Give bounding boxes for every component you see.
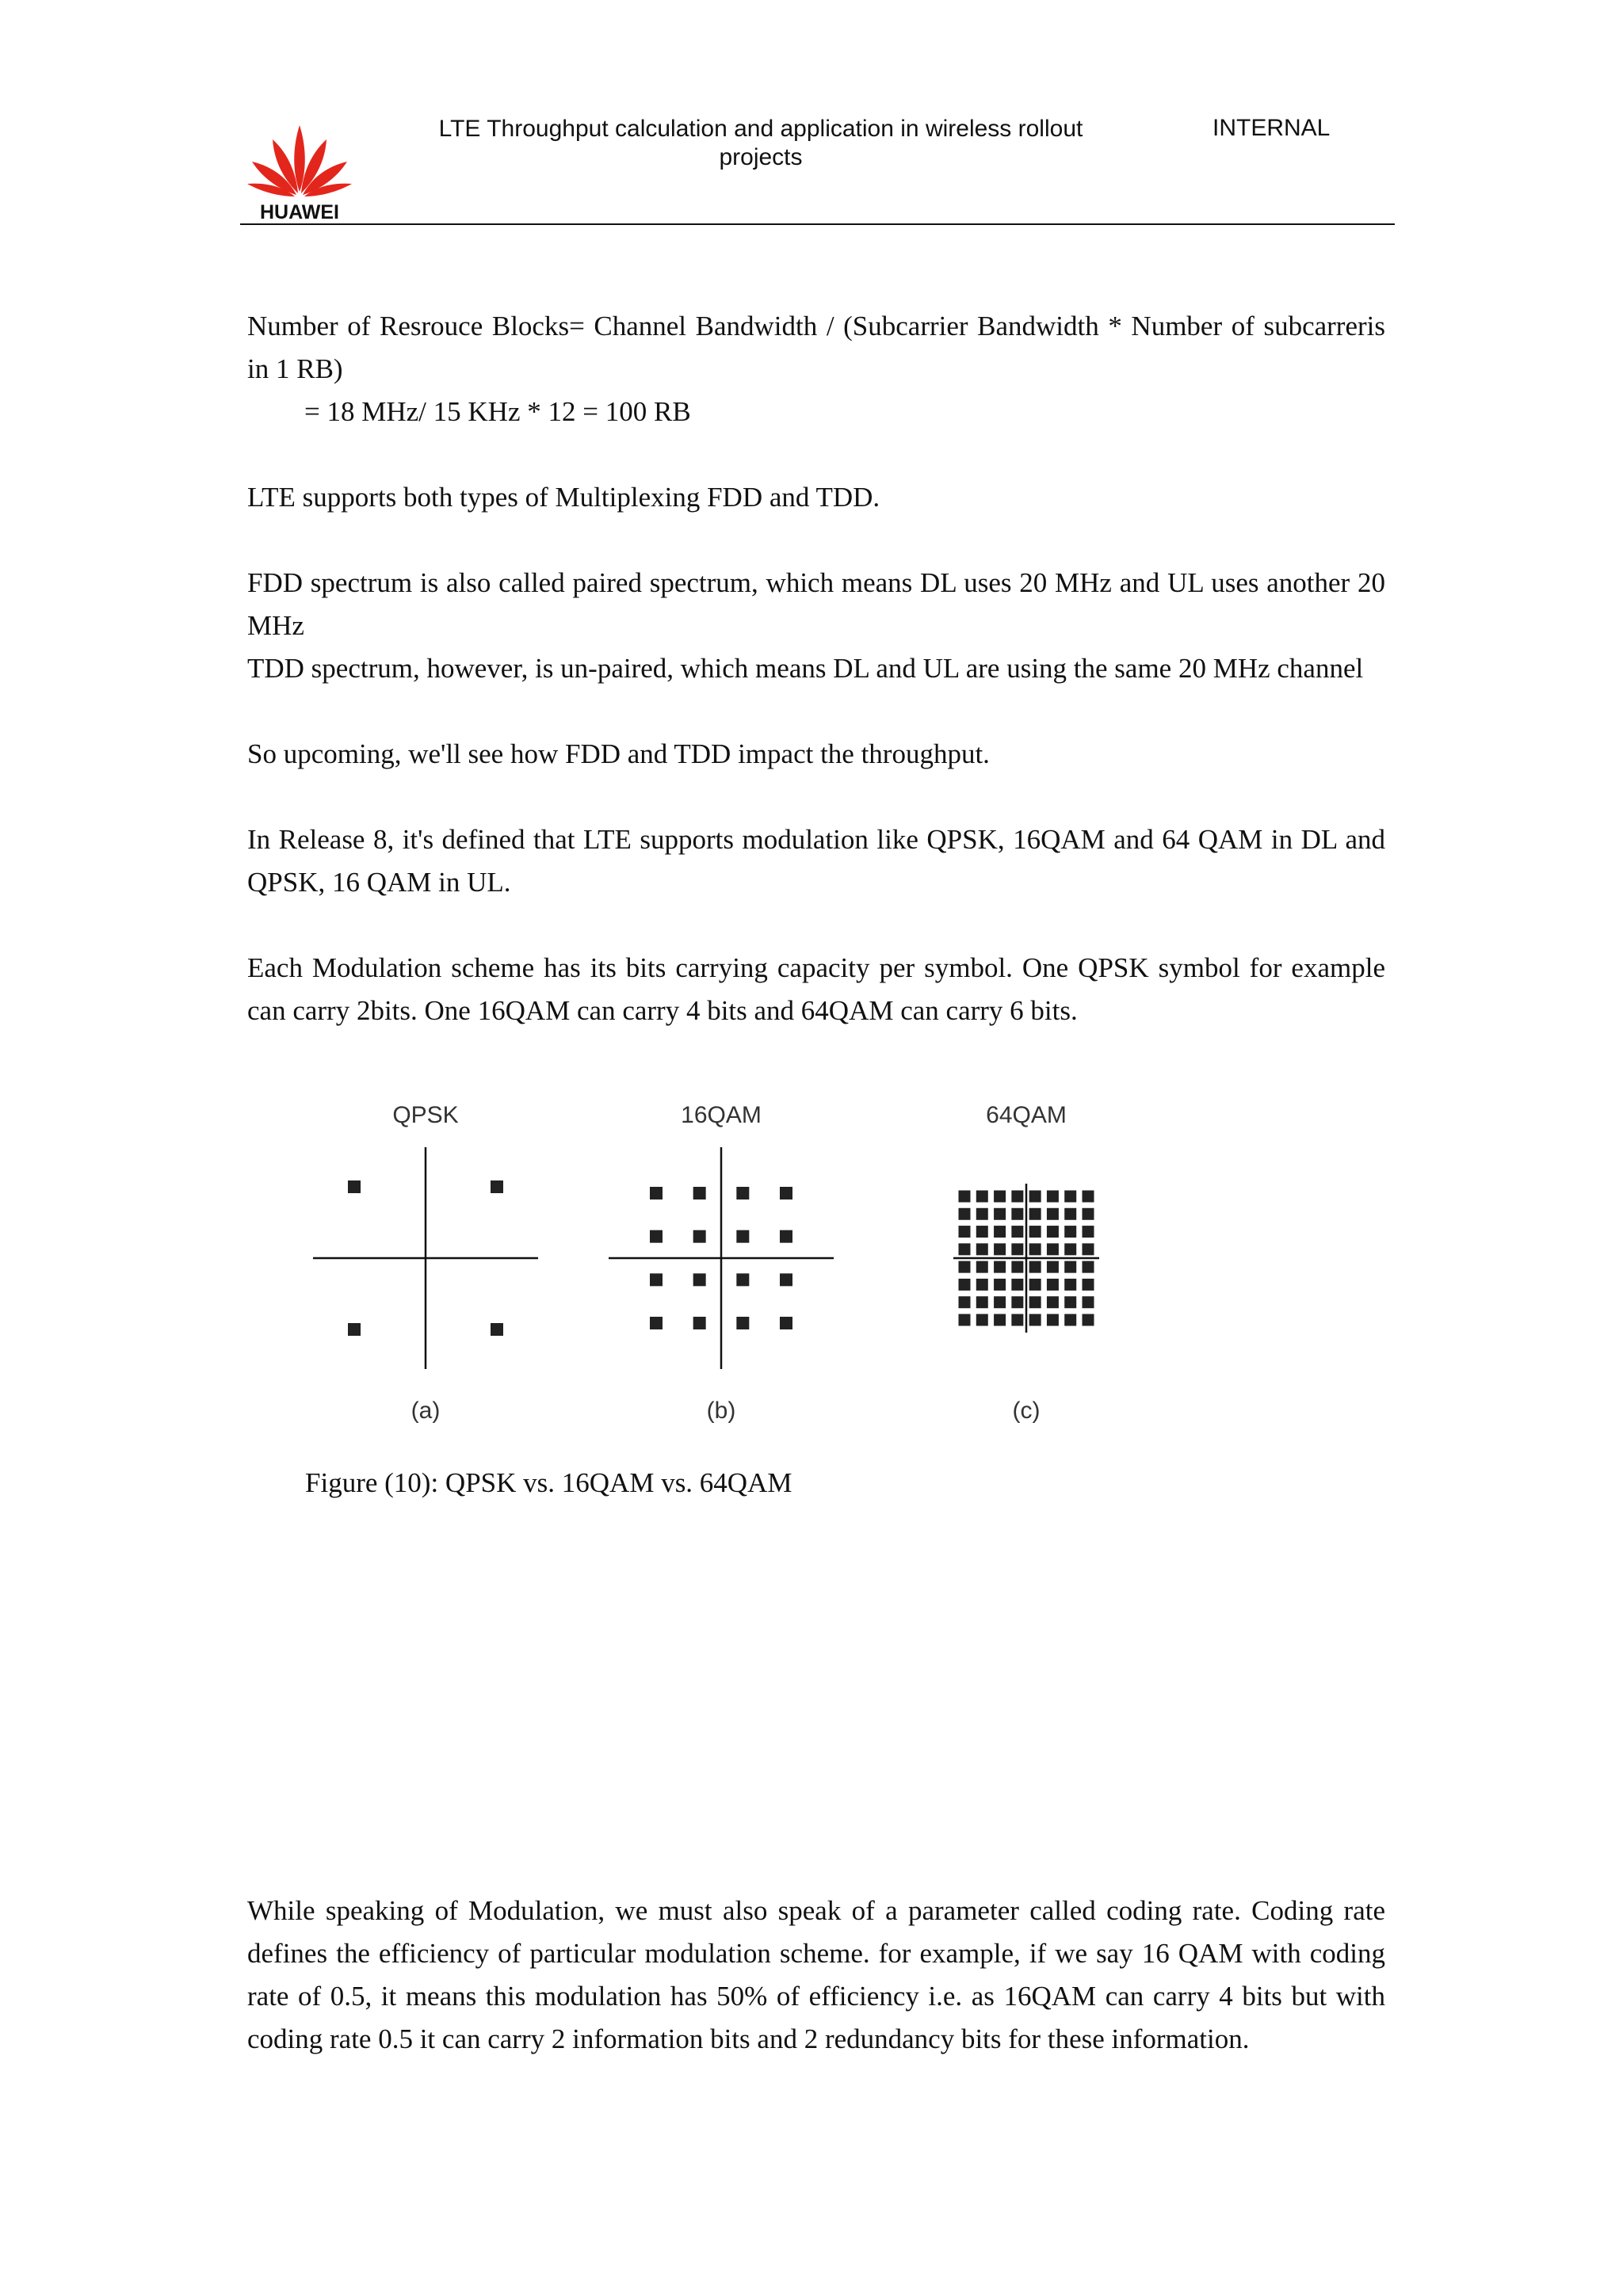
constellation-point [650, 1317, 663, 1329]
constellation-title: 16QAM [681, 1102, 762, 1128]
constellation-point [959, 1314, 971, 1326]
constellation-point [1029, 1243, 1041, 1255]
constellation-point [959, 1191, 971, 1203]
header-divider [240, 223, 1395, 225]
constellation-point [1011, 1296, 1023, 1308]
constellation-point [491, 1180, 503, 1193]
constellation-point [994, 1314, 1006, 1326]
constellation-point [976, 1261, 988, 1273]
constellation-point [1047, 1208, 1059, 1220]
constellation-point [1011, 1314, 1023, 1326]
constellation-point [994, 1296, 1006, 1308]
constellation-point [1083, 1314, 1094, 1326]
constellation-point [1029, 1208, 1041, 1220]
constellation-point [1011, 1279, 1023, 1291]
constellation-point [693, 1187, 706, 1199]
constellation-title: QPSK [392, 1102, 459, 1128]
paragraph-multiplexing: LTE supports both types of Multiplexing FDD and TDD. [247, 482, 880, 513]
constellation-point [736, 1187, 749, 1199]
constellation-point [1011, 1191, 1023, 1203]
constellation-point [1064, 1296, 1076, 1308]
constellation-point [1064, 1208, 1076, 1220]
constellation-point [976, 1191, 988, 1203]
page-header [0, 0, 1623, 230]
constellation-point [994, 1243, 1006, 1255]
paragraph-modulation-bits: Each Modulation scheme has its bits carrying capacity per symbol. One QPSK symbol for example can carry 2bits. One 16QAM can carry 4 bits and 64QAM can carry 6 bits. [247, 952, 1385, 1026]
constellation-point [1064, 1243, 1076, 1255]
constellation-point [650, 1187, 663, 1199]
constellation-point [994, 1208, 1006, 1220]
constellation-point [976, 1279, 988, 1291]
constellation-point [348, 1323, 361, 1336]
constellation-point [1011, 1208, 1023, 1220]
paragraph-coding-rate: While speaking of Modulation, we must also speak of a parameter called coding rate. Coding rate defines the efficiency of particular modulation scheme. for example, if we say 16 QAM with coding rate of 0.5, it means this modulation has 50% of efficiency i.e. as 16QAM can carry 4 bits but with coding rate 0.5 it can carry 2 information bits and 2 redundancy bits for these information. [247, 1895, 1385, 2054]
constellation-point [1047, 1296, 1059, 1308]
constellation-point [1047, 1261, 1059, 1273]
constellation-64qam [953, 1102, 1099, 1424]
constellation-point [736, 1273, 749, 1286]
classification-label: INTERNAL [1212, 115, 1331, 141]
constellation-point [1083, 1208, 1094, 1220]
constellation-16qam [609, 1102, 834, 1424]
constellation-point [959, 1261, 971, 1273]
constellation-point [1047, 1314, 1059, 1326]
constellation-point [994, 1261, 1006, 1273]
constellation-point [976, 1314, 988, 1326]
constellation-point [491, 1323, 503, 1336]
paragraph-release8: In Release 8, it's defined that LTE supports modulation like QPSK, 16QAM and 64 QAM in DL and QPSK, 16 QAM in UL. [247, 824, 1385, 898]
constellation-point [650, 1273, 663, 1286]
constellation-point [1083, 1261, 1094, 1273]
constellation-point [1011, 1243, 1023, 1255]
constellation-point [1083, 1243, 1094, 1255]
logo-wordmark: HUAWEI [260, 201, 339, 222]
constellation-point [1064, 1314, 1076, 1326]
constellation-point [976, 1226, 988, 1238]
constellation-point [780, 1273, 792, 1286]
constellation-point [693, 1273, 706, 1286]
constellation-point [1029, 1191, 1041, 1203]
constellation-point [994, 1279, 1006, 1291]
constellation-point [1064, 1226, 1076, 1238]
constellation-point [1011, 1261, 1023, 1273]
constellation-label: (c) [1012, 1398, 1041, 1424]
constellation-title: 64QAM [986, 1102, 1067, 1128]
paragraph-rb-formula: = 18 MHz/ 15 KHz * 12 = 100 RB [304, 396, 691, 427]
constellation-point [736, 1317, 749, 1329]
constellation-point [976, 1243, 988, 1255]
paragraph-upcoming: So upcoming, we'll see how FDD and TDD impact the throughput. [247, 738, 990, 769]
constellation-point [1029, 1296, 1041, 1308]
constellation-point [693, 1230, 706, 1243]
constellation-point [976, 1296, 988, 1308]
paragraph-rb-definition: Number of Resrouce Blocks= Channel Bandwidth / (Subcarrier Bandwidth * Number of subcarreris in 1 RB) [247, 311, 1385, 384]
constellation-point [959, 1208, 971, 1220]
constellation-point [1083, 1191, 1094, 1203]
constellation-point [1047, 1279, 1059, 1291]
constellation-point [1029, 1226, 1041, 1238]
constellation-point [1064, 1261, 1076, 1273]
constellation-point [1029, 1314, 1041, 1326]
constellation-point [1011, 1226, 1023, 1238]
constellation-point [1047, 1243, 1059, 1255]
constellation-point [959, 1296, 971, 1308]
paragraph-fdd: FDD spectrum is also called paired spectrum, which means DL uses 20 MHz and UL uses another 20 MHz [247, 567, 1385, 641]
body-text-section-2 [247, 1890, 1385, 2061]
constellation-figure [301, 1097, 1157, 1430]
constellation-qpsk [313, 1102, 538, 1424]
constellation-point [1064, 1191, 1076, 1203]
constellation-point [1083, 1296, 1094, 1308]
constellation-point [1083, 1226, 1094, 1238]
body-text-section-1 [247, 305, 1385, 1032]
paragraph-tdd: TDD spectrum, however, is un-paired, which means DL and UL are using the same 20 MHz channel [247, 653, 1364, 684]
constellation-point [780, 1187, 792, 1199]
constellation-point [1029, 1279, 1041, 1291]
constellation-point [959, 1279, 971, 1291]
document-title: LTE Throughput calculation and application in wireless rollout projects [438, 116, 1083, 170]
figure-caption: Figure (10): QPSK vs. 16QAM vs. 64QAM [305, 1467, 792, 1498]
constellation-label: (b) [706, 1398, 736, 1424]
constellation-point [780, 1317, 792, 1329]
constellation-point [994, 1226, 1006, 1238]
constellation-point [959, 1226, 971, 1238]
constellation-point [994, 1191, 1006, 1203]
constellation-point [1047, 1191, 1059, 1203]
constellation-point [1083, 1279, 1094, 1291]
constellation-point [693, 1317, 706, 1329]
constellation-point [348, 1180, 361, 1193]
huawei-logo [244, 119, 355, 222]
constellation-point [959, 1243, 971, 1255]
constellation-point [1029, 1261, 1041, 1273]
constellation-label: (a) [411, 1398, 441, 1424]
constellation-point [650, 1230, 663, 1243]
constellation-point [976, 1208, 988, 1220]
constellation-point [1064, 1279, 1076, 1291]
constellation-point [780, 1230, 792, 1243]
constellation-point [736, 1230, 749, 1243]
constellation-point [1047, 1226, 1059, 1238]
